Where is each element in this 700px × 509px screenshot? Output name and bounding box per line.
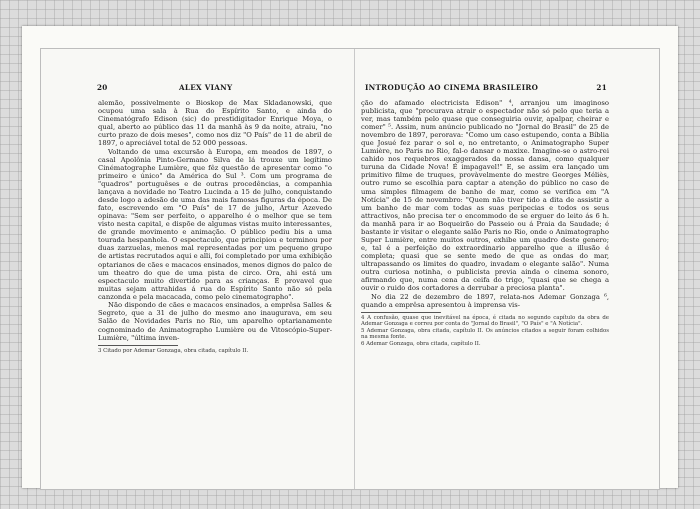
right-page: [355, 49, 659, 489]
right-footnote-6: 6 Ademar Gonzaga, obra citada, capítulo II.: [361, 340, 481, 347]
book-spread: [40, 48, 660, 490]
right-running-title: INTRODUÇÃO AO CINEMA BRASILEIRO: [365, 83, 539, 92]
left-paragraph-2: Voltando de uma excursão à Europa, em meados de 1897, o casal Apolônia Pinto-Germano Silva de lá trouxe um legítimo Cinématographe Lumière, que fêz questão de apresentar como "o primeiro e único" da América do Sul ³. Com um programa de "quadros" portuguêses e de outras procedências, a companhia lançava a novidade no Teatro Lucinda a 15 de julho, conquistando desde logo a adesão de uma das mais famosas figuras da época. De fato, escrevendo em "O País" de 17 de julho, Artur Azevedo opinava: "Sem ser perfeito, o apparelho é o melhor que se tem visto nesta capital, e dispõe de algumas vistas muito interessantes, de grande movimento e animação. O público pediu bis a uma tourada hespanhola. O espectaculo, que principiou e terminou por duas zarzuelas, menos mal representadas por um pequeno grupo de artistas recrutados aqui e alli, foi completado por uma exhibição optarianos de cães e macacos ensinados, menos dignos do palco de um theatro do que de uma pista de circo. Ora, ahi está um espectaculo muito divertido para as crianças. É provavel que muitas sejam attrahidas á rua do Espírito Santo não só pela canzonda e pela macacada, como pelo cinematographo".: [98, 147, 332, 301]
left-page-number: 20: [97, 83, 108, 92]
left-page-body: [98, 99, 332, 354]
left-page: [41, 49, 345, 489]
right-page-number: 21: [596, 83, 607, 92]
right-running-head: [365, 83, 607, 93]
left-running-head: [97, 83, 331, 93]
left-paragraph-1: alemão, possivelmente o Bioskop de Max Skladanowski, que ocupou uma sala à Rua do Espírito Santo, e ainda do Cinematógrafo Edison (sic) do prestidigitador Enrique Moya, o qual, aberto ao público das 11 da manhã às 9 da noite, atraiu, "no curto prazo de dois meses", como nos diz "O País" de 11 de abril de 1897, o apreciável total de 52 000 pessoas.: [98, 99, 332, 148]
right-page-body: [361, 99, 609, 347]
right-footnote-4: 4 A confusão, quase que inevitável na época, é citada no segundo capítulo da obra de Ademar Gonzaga e correu por conta do "Jornal do Brasil", "O País" e "A Notícia".: [361, 314, 609, 328]
right-footnote-rule: [361, 312, 441, 313]
left-paragraph-3: Não dispondo de cães e macacos ensinados, a emprêsa Salles & Segreto, que a 31 de julho do mesmo ano inaugurava, em seu Salão de Novidades Paris no Rio, um aparelho optarianamente cognominado de Animatographo Lumière ou de Vitoscópio-Super-Lumière, "última inven-: [98, 301, 332, 342]
left-footnote-3: 3 Citado por Ademar Gonzaga, obra citada, capítulo II.: [98, 347, 249, 354]
right-footnote-5: 5 Ademar Gonzaga, obra citada, capítulo II. Os anúncios citados a seguir foram colhidos na mesma fonte.: [361, 327, 609, 341]
left-footnote-rule: [98, 345, 178, 346]
left-running-title: ALEX VIANY: [179, 83, 233, 92]
right-paragraph-2: No dia 22 de dezembro de 1897, relata-nos Ademar Gonzaga ⁶, quando a emprêsa apresentou à imprensa vis-: [361, 292, 609, 309]
right-paragraph-1: ção do afamado electricista Edison" ⁴, arranjou um imaginoso publicista, que "procurava atrair o espectador não só pelo que teria a ver, mas também pelo quase que conseguiria ouvir, apalpar, cheirar e comer" ⁵. Assim, num anúncio publicado no "Jornal do Brasil" de 25 de novembro de 1897, perorava: "Como um caso estupendo, conta a Bíblia que Josué fez parar o sol e, no entretanto, o Animatographo Super Lumière, no Paris no Rio, fal-o dansar o maxixe. Imagine-se o astro-rei cahido nos requebros exaggerados da nossa dansa, como qualquer turuna da Cidade Nova! É impagavel!" E, se assim era lançado um primitivo filme de truques, provàvelmente do mestre Georges Méliès, outro rumo se escolhia para captar a atenção do público no caso de uma simples filmagem de banho de mar, como se verifica em "A Notícia" de 15 de novembro: "Quem não tiver tido a dita de assistir a um banho de mar com todas as suas peripecias e todos os seus attractivos, não precisa ter o encommodo de se erguer do leito ás 6 h. da manhã para ir ao Boqueirão do Passeio ou á Praia da Saudade; é bastante ir visitar o elegante salão Paris no Rio, onde o Animatographo Super Lumière, entre muitos outros, exhibe um quadro deste genero; e, tal é a perfeição do extraordinario apparelho que a illusão é completa; quasi que se sente medo de que as ondas do mar, ultrapassando os limites do quadro, invadam o elegante salão". Numa outra curiosa notinha, o publicista previa ainda o cinema sonoro, afirmando que, numa cena da ceifa do trigo, "quasi que se chega a ouvir o ruido dos cortadores a derrubar a preciosa planta".: [361, 99, 609, 293]
